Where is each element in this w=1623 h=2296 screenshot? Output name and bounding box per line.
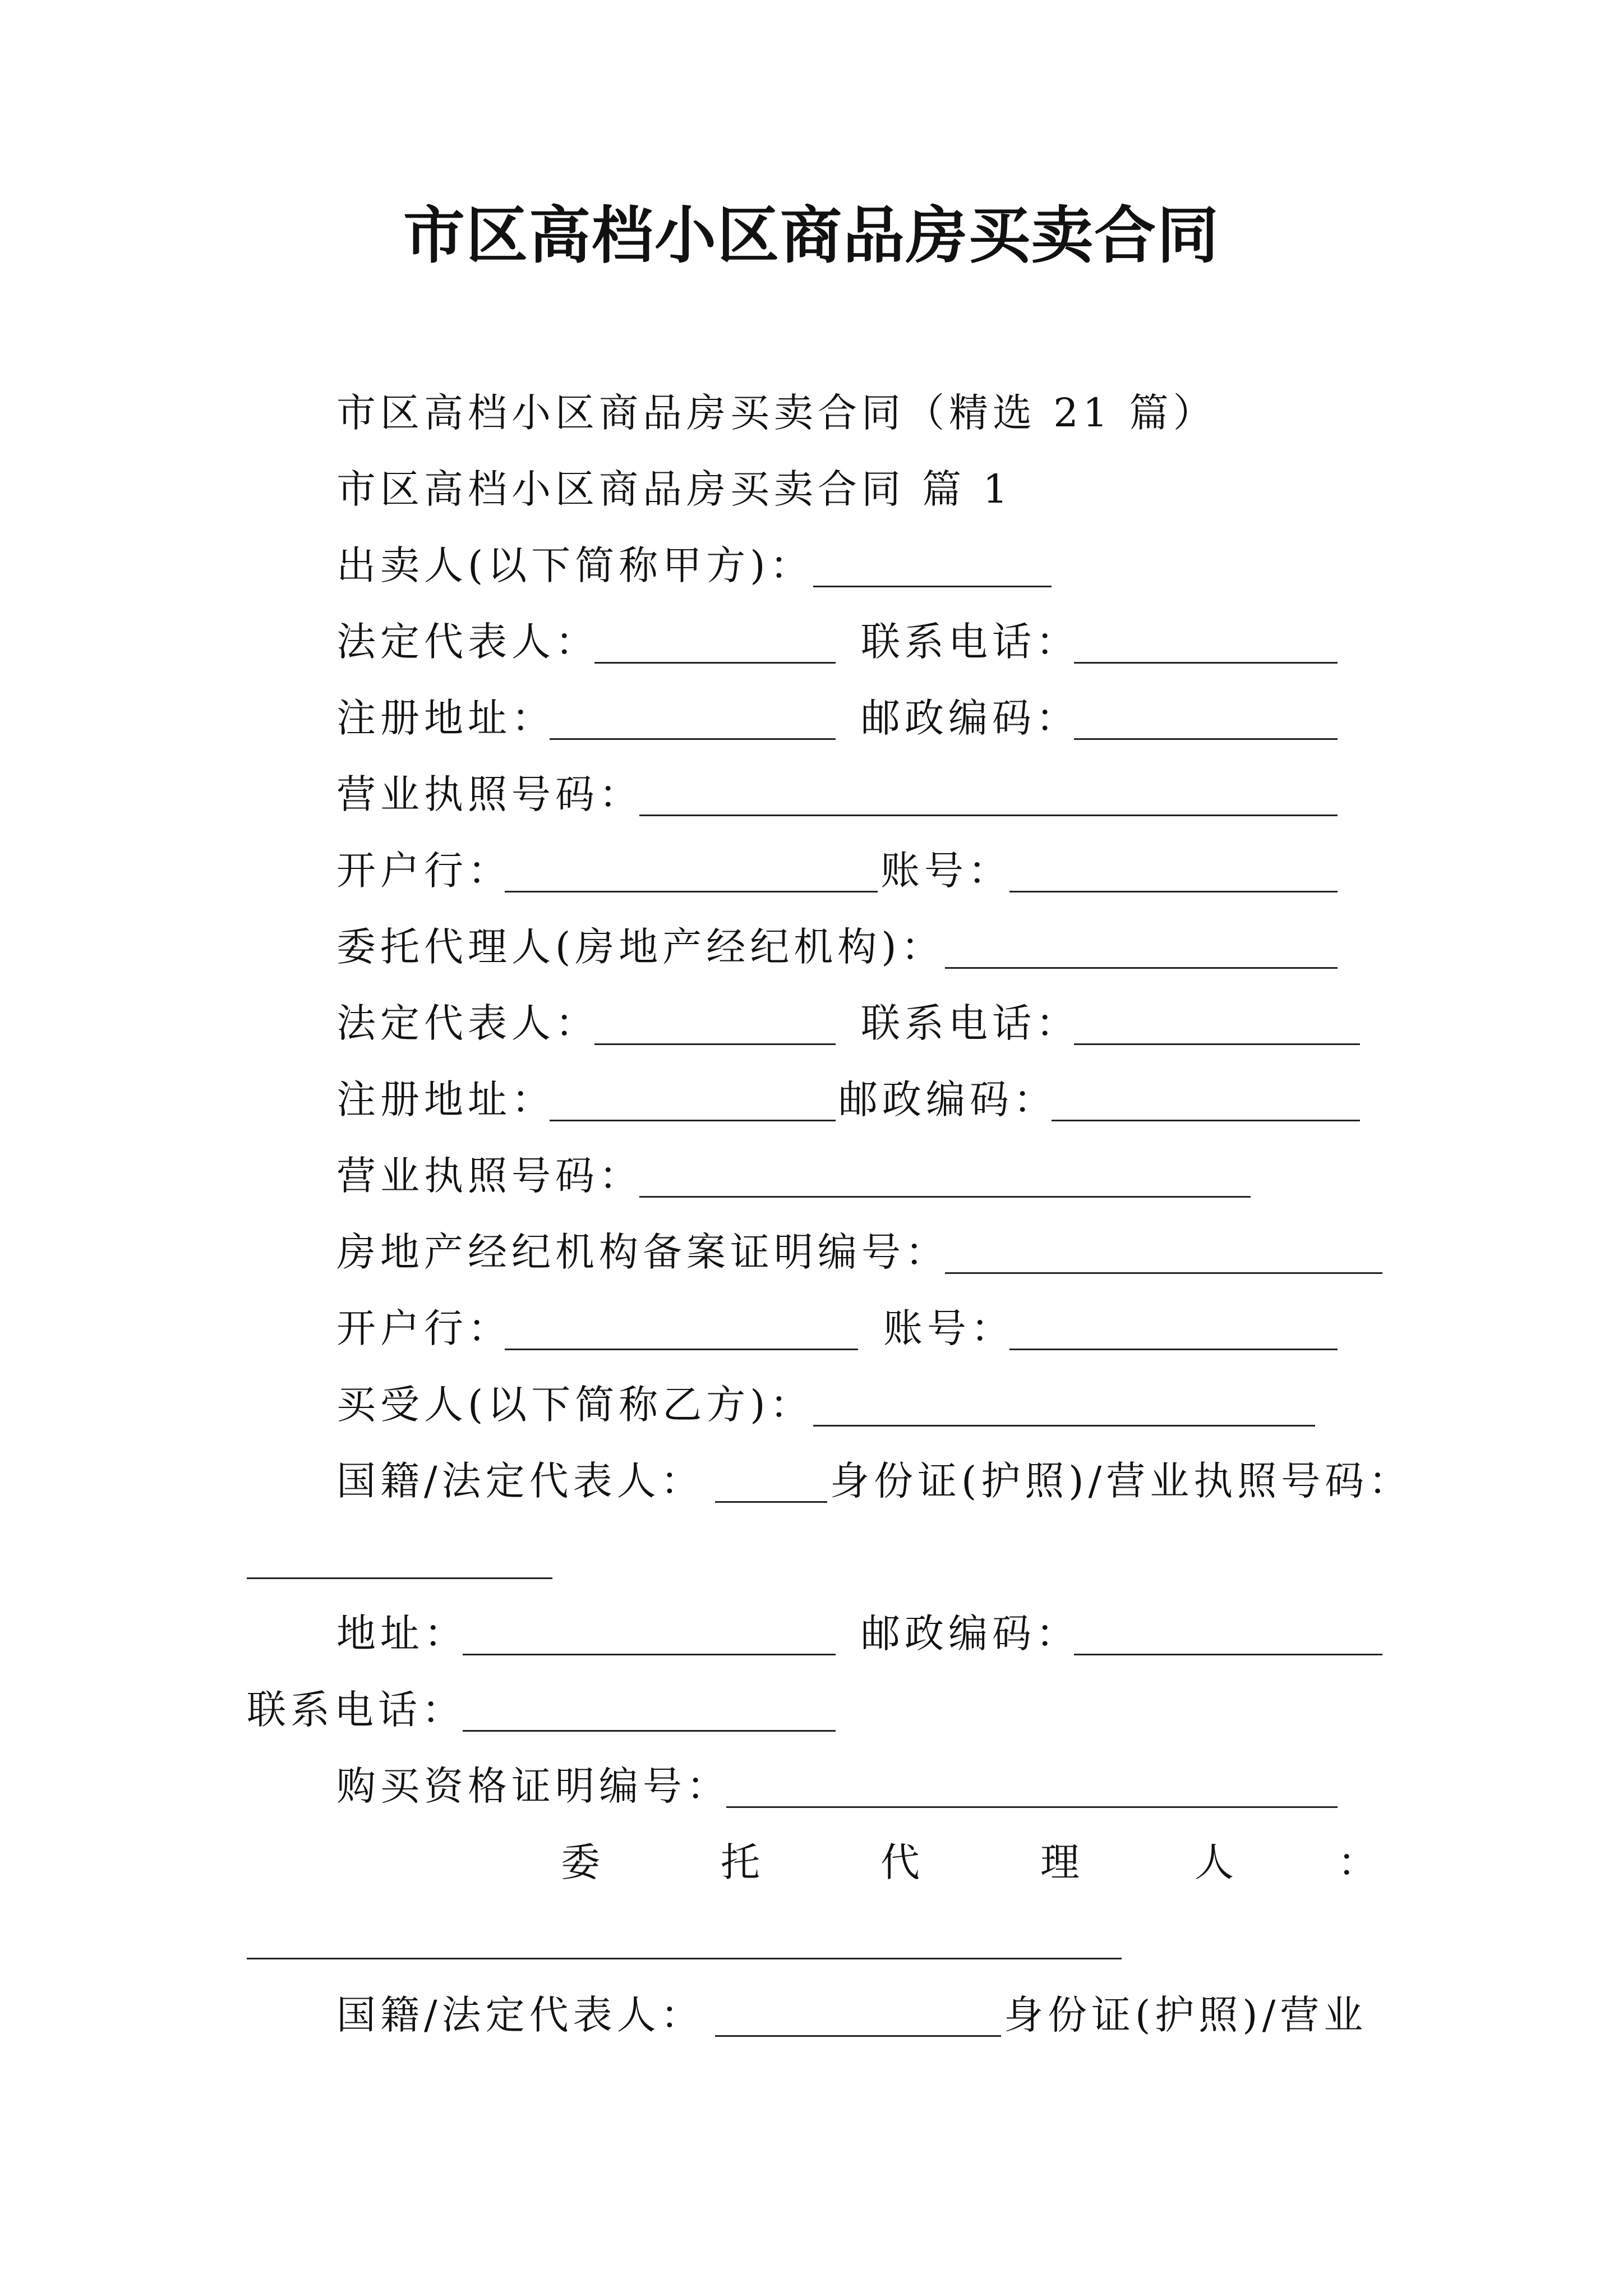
bank-blank[interactable]	[505, 891, 878, 892]
qualification-label: 购买资格证明编号：	[336, 1763, 730, 1809]
buyer-agent-char-2: 托	[721, 1839, 764, 1885]
phone-blank[interactable]	[1074, 662, 1338, 664]
buyer-phone-blank[interactable]	[463, 1730, 836, 1732]
postcode-blank[interactable]	[1074, 738, 1338, 740]
buyer-agent-nationality-blank[interactable]	[715, 2035, 1001, 2037]
buyer-nationality-label: 国籍/法定代表人：	[336, 1458, 704, 1504]
agent-phone-label: 联系电话：	[861, 1000, 1080, 1046]
buyer-nationality-blank[interactable]	[715, 1501, 827, 1503]
agent-postcode-label: 邮政编码：	[838, 1076, 1057, 1122]
agent-license-blank[interactable]	[639, 1196, 1251, 1198]
seller-label: 出卖人(以下简称甲方)：	[336, 542, 814, 588]
phone-label: 联系电话：	[861, 619, 1080, 665]
buyer-agent-blank[interactable]	[247, 1958, 1122, 1959]
legal-rep-label: 法定代表人：	[336, 619, 599, 665]
buyer-agent-line	[0, 1834, 1623, 1890]
buyer-agent-char-3: 代	[880, 1839, 924, 1885]
buyer-agent-char-1: 委	[561, 1839, 605, 1885]
account-label: 账号：	[880, 848, 1012, 894]
agent-bank-label: 开户行：	[336, 1305, 511, 1351]
agent-license-label: 营业执照号码：	[336, 1153, 643, 1199]
legal-rep-blank[interactable]	[594, 662, 836, 664]
agent-postcode-blank[interactable]	[1052, 1120, 1360, 1121]
agent-bank-blank[interactable]	[505, 1349, 858, 1350]
reg-address-label: 注册地址：	[336, 695, 555, 741]
buyer-agent-id-label: 身份证(护照)/营业	[1004, 1992, 1368, 2038]
buyer-agent-nationality-label: 国籍/法定代表人：	[336, 1992, 704, 2038]
filing-number-label: 房地产经纪机构备案证明编号：	[336, 1229, 949, 1275]
collection-title: 市区高档小区商品房买卖合同（精选 21 篇）	[336, 390, 1217, 436]
buyer-address-label: 地址：	[336, 1611, 468, 1657]
buyer-label: 买受人(以下简称乙方)：	[336, 1382, 814, 1428]
license-label: 营业执照号码：	[336, 771, 643, 817]
chapter-title: 市区高档小区商品房买卖合同 篇 1	[336, 466, 1013, 512]
buyer-id-label: 身份证(护照)/营业执照号码：	[830, 1458, 1413, 1504]
buyer-agent-char-5: 人	[1195, 1839, 1238, 1885]
agent-account-blank[interactable]	[1009, 1349, 1338, 1350]
buyer-address-blank[interactable]	[463, 1654, 836, 1655]
agent-reg-address-label: 注册地址：	[336, 1076, 555, 1122]
buyer-phone-label: 联系电话：	[247, 1687, 465, 1733]
agent-label: 委托代理人(房地产经纪机构)：	[336, 924, 945, 970]
buyer-agent-char-4: 理	[1040, 1839, 1084, 1885]
account-blank[interactable]	[1009, 891, 1338, 892]
agent-account-label: 账号：	[883, 1305, 1015, 1351]
buyer-postcode-label: 邮政编码：	[861, 1611, 1080, 1657]
bank-label: 开户行：	[336, 848, 511, 894]
filing-number-blank[interactable]	[945, 1272, 1382, 1274]
agent-legal-rep-blank[interactable]	[594, 1043, 836, 1045]
agent-blank[interactable]	[945, 967, 1338, 969]
buyer-agent-char-6: ：	[1338, 1839, 1381, 1885]
qualification-blank[interactable]	[726, 1806, 1338, 1808]
agent-phone-blank[interactable]	[1074, 1043, 1360, 1045]
buyer-postcode-blank[interactable]	[1074, 1654, 1382, 1655]
seller-blank[interactable]	[813, 586, 1052, 587]
reg-address-blank[interactable]	[550, 738, 836, 740]
buyer-id-blank[interactable]	[247, 1577, 552, 1579]
document-title: 市区高档小区商品房买卖合同	[403, 199, 1220, 272]
agent-reg-address-blank[interactable]	[550, 1120, 836, 1121]
license-blank[interactable]	[639, 815, 1338, 816]
buyer-blank[interactable]	[813, 1425, 1315, 1427]
agent-legal-rep-label: 法定代表人：	[336, 1000, 599, 1046]
postcode-label: 邮政编码：	[861, 695, 1080, 741]
